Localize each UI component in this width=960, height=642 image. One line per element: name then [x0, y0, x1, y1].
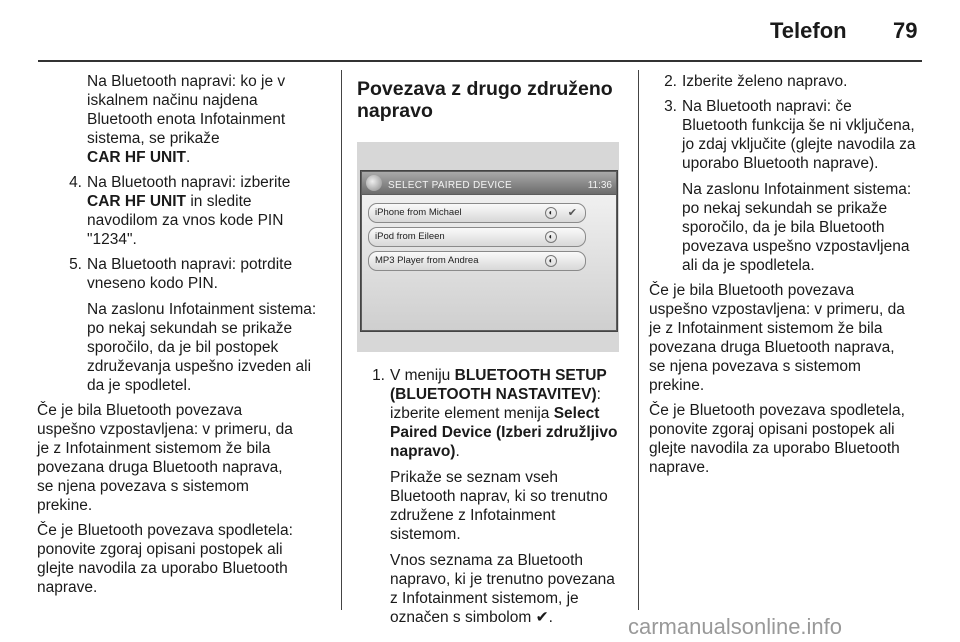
text-line: Na Bluetooth napravi: izberite — [87, 174, 291, 191]
device-name: MP3 Player from Andrea — [375, 255, 479, 266]
text-line: uporabo Bluetooth naprave). — [682, 155, 879, 172]
text-line: povezana druga Bluetooth naprava, — [37, 459, 283, 476]
text-line: je z Infotainment sistemom že bila — [37, 440, 271, 457]
text-line: se njena povezava s sistemom — [37, 478, 249, 495]
text-line: ponovite zgoraj opisani postopek ali — [649, 421, 895, 438]
right-column — [649, 72, 927, 483]
text-fragment: označen s simbolom — [390, 609, 536, 626]
step-2 — [657, 72, 927, 91]
ui-term: Paired Device (Izberi združljivo — [390, 424, 618, 441]
text-line: sistema, se prikaže — [87, 130, 220, 147]
left-column — [37, 72, 334, 603]
text-line: prekine. — [37, 497, 93, 514]
header-rule — [38, 60, 922, 62]
text-line: glejte navodila za uporabo Bluetooth — [649, 440, 900, 457]
text-line: se njena povezava s sistemom — [649, 358, 861, 375]
ui-term: napravo) — [390, 443, 456, 460]
column-divider-2 — [638, 70, 639, 610]
text-line: Na Bluetooth napravi: ko je v — [87, 73, 286, 90]
text-line: Prikaže se seznam vseh — [390, 469, 558, 486]
step-4 — [62, 173, 334, 249]
screen-title: SELECT PAIRED DEVICE — [388, 180, 512, 191]
text-line: po nekaj sekundah se prikaže — [682, 200, 888, 217]
heading-line: Povezava z drugo združeno — [357, 78, 613, 100]
ui-term: Select — [553, 405, 600, 422]
text-line: Bluetooth naprav, ki so trenutno — [390, 488, 608, 505]
step-number: 1. — [372, 367, 385, 384]
headset-icon: ◐ — [545, 255, 557, 267]
device-name: iPhone from Michael — [375, 207, 462, 218]
text-fragment: izberite element menija — [390, 405, 554, 422]
watermark: carmanualsonline.info — [628, 614, 843, 639]
paragraph-failure — [37, 521, 334, 597]
text-line: Na zaslonu Infotainment sistema: — [87, 301, 317, 318]
page-number: 79 — [893, 18, 918, 43]
ui-term: (BLUETOOTH NASTAVITEV) — [390, 386, 597, 403]
text-line: povezava uspešno vzpostavljena — [682, 238, 910, 255]
device-list — [362, 195, 616, 330]
step-number: 2. — [664, 73, 677, 90]
check-icon: ✔ — [535, 609, 549, 626]
middle-column — [357, 78, 627, 633]
text-line: ponovite zgoraj opisani postopek ali — [37, 541, 283, 558]
step-1 — [365, 366, 627, 627]
text-line: Vnos seznama za Bluetooth — [390, 552, 584, 569]
punctuation: : — [596, 386, 601, 403]
phone-icon — [366, 175, 382, 191]
text-line: vneseno kodo PIN. — [87, 275, 218, 292]
heading-line: napravo — [357, 100, 433, 122]
punctuation: . — [186, 149, 191, 166]
step-3 — [657, 97, 927, 275]
device-item[interactable] — [368, 251, 586, 271]
ui-term: BLUETOOTH SETUP — [454, 367, 607, 384]
text-line: prekine. — [649, 377, 705, 394]
screen-header — [362, 172, 616, 194]
text-line: uspešno vzpostavljena: v primeru, da — [37, 421, 293, 438]
text-line: sporočilo, da je bil postopek — [87, 339, 279, 356]
headset-icon: ◐ — [545, 231, 557, 243]
text-fragment: in sledite — [186, 193, 252, 210]
check-icon: ✔ — [567, 207, 577, 219]
text-line: Na zaslonu Infotainment sistema: — [682, 181, 912, 198]
text-line: ali da je spodletela. — [682, 257, 815, 274]
paragraph-failure — [649, 401, 927, 477]
text-line: sporočilo, da je bila Bluetooth — [682, 219, 885, 236]
device-item[interactable] — [368, 203, 586, 223]
punctuation: . — [455, 443, 460, 460]
lead-paragraph — [62, 72, 334, 167]
text-line: da je spodletel. — [87, 377, 192, 394]
section-heading — [357, 78, 627, 122]
column-divider-1 — [341, 70, 342, 610]
infotainment-screen — [360, 170, 618, 332]
step-number: 5. — [69, 256, 82, 273]
text-line: Bluetooth enota Infotainment — [87, 111, 286, 128]
paragraph-success — [649, 281, 927, 395]
ui-term: CAR HF UNIT — [87, 193, 187, 210]
step-number: 3. — [664, 98, 677, 115]
text-line: povezana druga Bluetooth naprava, — [649, 339, 895, 356]
ui-term: CAR HF UNIT — [87, 149, 187, 166]
text-line: Na Bluetooth napravi: če — [682, 98, 852, 115]
text-line: sistemom. — [390, 526, 461, 543]
text-line: je z Infotainment sistemom že bila — [649, 320, 883, 337]
clock: 11:36 — [587, 180, 612, 191]
text-line: Izberite želeno napravo. — [682, 73, 848, 90]
text-line: naprave. — [649, 459, 710, 476]
text-line: združevanja uspešno izveden ali — [87, 358, 312, 375]
text-line: naprave. — [37, 579, 98, 596]
device-name: iPod from Eileen — [375, 231, 445, 242]
text-line: glejte navodila za uporabo Bluetooth — [37, 560, 288, 577]
text-line: Če je Bluetooth povezava spodletela, — [649, 402, 905, 419]
paragraph-success — [37, 401, 334, 515]
text-line: uspešno vzpostavljena: v primeru, da — [649, 301, 905, 318]
text-fragment: V meniju — [390, 367, 455, 384]
text-line: "1234". — [87, 231, 137, 248]
text-line: Bluetooth funkcija še ni vključena, — [682, 117, 915, 134]
device-item[interactable] — [368, 227, 586, 247]
punctuation: . — [548, 609, 553, 626]
text-line: Če je bila Bluetooth povezava — [37, 402, 243, 419]
text-line: napravo, ki je trenutno povezana — [390, 571, 615, 588]
step-number: 4. — [69, 174, 82, 191]
text-line: navodilom za vnos kode PIN — [87, 212, 284, 229]
text-line: Če je bila Bluetooth povezava — [649, 282, 855, 299]
text-line: jo zdaj vključite (glejte navodila za — [682, 136, 916, 153]
text-line: po nekaj sekundah se prikaže — [87, 320, 293, 337]
text-line: Na Bluetooth napravi: potrdite — [87, 256, 293, 273]
headset-icon: ◐ — [545, 207, 557, 219]
text-line: iskalnem načinu najdena — [87, 92, 258, 109]
text-line: z Infotainment sistemom, je — [390, 590, 579, 607]
page-title: Telefon — [770, 18, 847, 43]
text-line: Če je Bluetooth povezava spodletela: — [37, 522, 293, 539]
step-5 — [62, 255, 334, 395]
screenshot-figure — [357, 142, 619, 352]
text-line: združene z Infotainment — [390, 507, 556, 524]
